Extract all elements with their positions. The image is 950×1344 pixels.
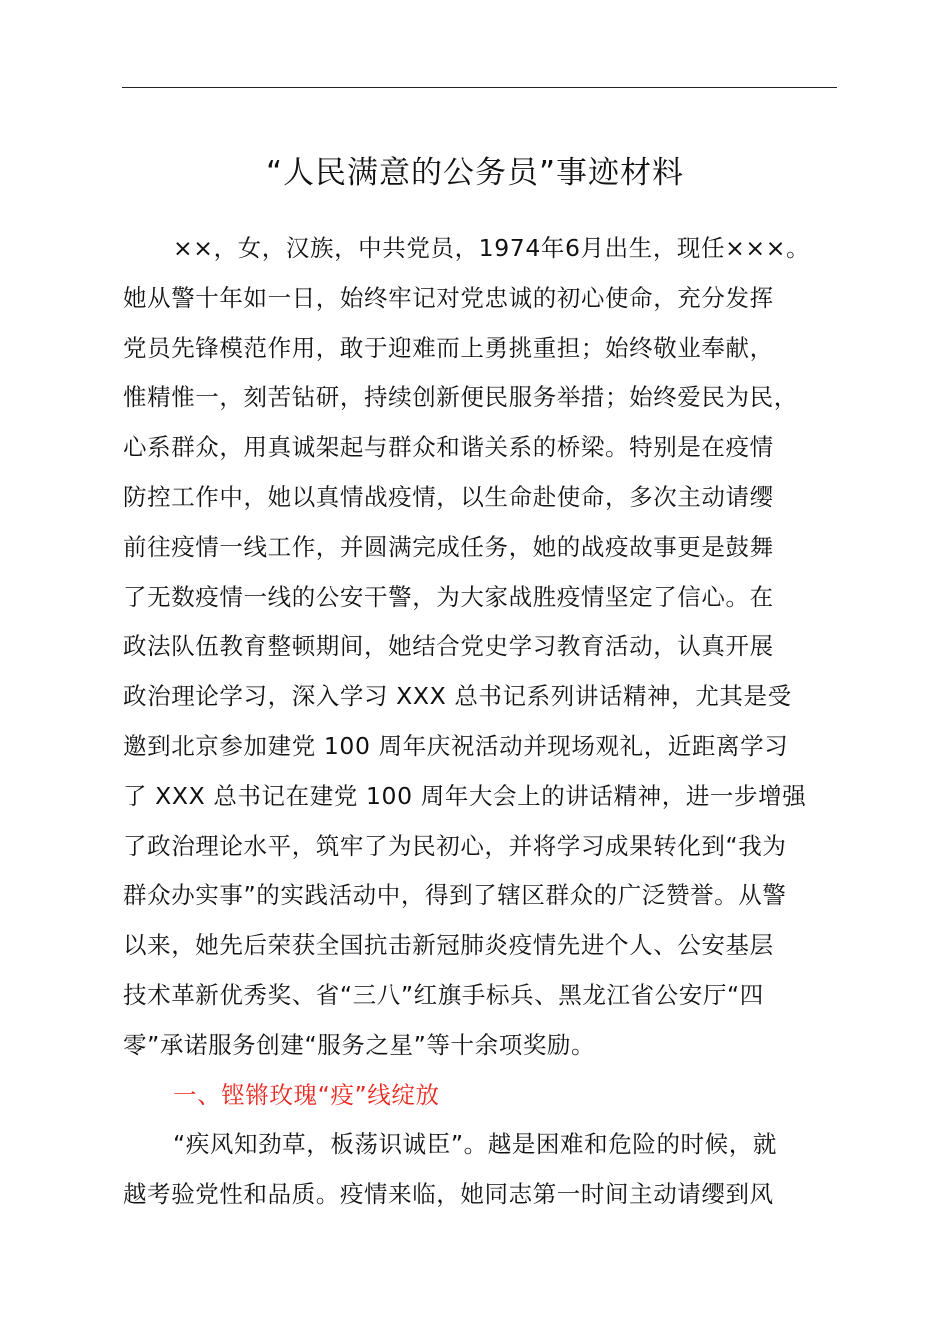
paragraph-line: “疾风知劲草，板荡识诚臣”。越是困难和危险的时候，就: [173, 1130, 777, 1159]
paragraph-line: 了政治理论水平，筑牢了为民初心，并将学习成果转化到“我为: [123, 831, 787, 860]
paragraph-line: 了 XXX 总书记在建党 100 周年大会上的讲话精神，进一步增强: [123, 781, 807, 810]
paragraph-line: 心系群众，用真诚架起与群众和谐关系的桥梁。特别是在疫情: [123, 433, 774, 462]
header-rule: [122, 87, 837, 88]
paragraph-line: 党员先锋模范作用，敢于迎难而上勇挑重担；始终敬业奉献，: [123, 333, 774, 362]
paragraph-line: 越考验党性和品质。疫情来临，她同志第一时间主动请缨到风: [123, 1180, 774, 1209]
page-title: “人民满意的公务员”事迹材料: [265, 155, 685, 191]
paragraph-line: 零”承诺服务创建“服务之星”等十余项奖励。: [123, 1030, 596, 1059]
paragraph-line: ××，女，汉族，中共党员，1974年6月出生，现任×××。: [173, 234, 811, 262]
paragraph-line: 技术革新优秀奖、省“三八”红旗手标兵、黑龙江省公安厅“四: [123, 980, 764, 1009]
paragraph-line: 群众办实事”的实践活动中，得到了辖区群众的广泛赞誉。从警: [123, 881, 787, 910]
paragraph-line: 防控工作中，她以真情战疫情，以生命赴使命，多次主动请缨: [123, 482, 774, 511]
paragraph-line: 前往疫情一线工作，并圆满完成任务，她的战疫故事更是鼓舞: [123, 532, 774, 561]
paragraph-line: 惟精惟一，刻苦钻研，持续创新便民服务举措；始终爱民为民，: [123, 383, 798, 412]
document-body: [123, 224, 835, 1220]
section-heading: 一、铿锵玫瑰“疫”线绽放: [173, 1080, 440, 1109]
paragraph-line: 邀到北京参加建党 100 周年庆祝活动并现场观礼，近距离学习: [123, 731, 789, 760]
paragraph-line: 了无数疫情一线的公安干警，为大家战胜疫情坚定了信心。在: [123, 582, 774, 611]
paragraph-line: 政治理论学习，深入学习 XXX 总书记系列讲话精神，尤其是受: [123, 682, 792, 711]
paragraph-line: 她从警十年如一日，始终牢记对党忠诚的初心使命，充分发挥: [123, 283, 774, 312]
paragraph-line: 以来，她先后荣获全国抗击新冠肺炎疫情先进个人、公安基层: [123, 931, 774, 960]
paragraph-line: 政法队伍教育整顿期间，她结合党史学习教育活动，认真开展: [123, 632, 774, 661]
